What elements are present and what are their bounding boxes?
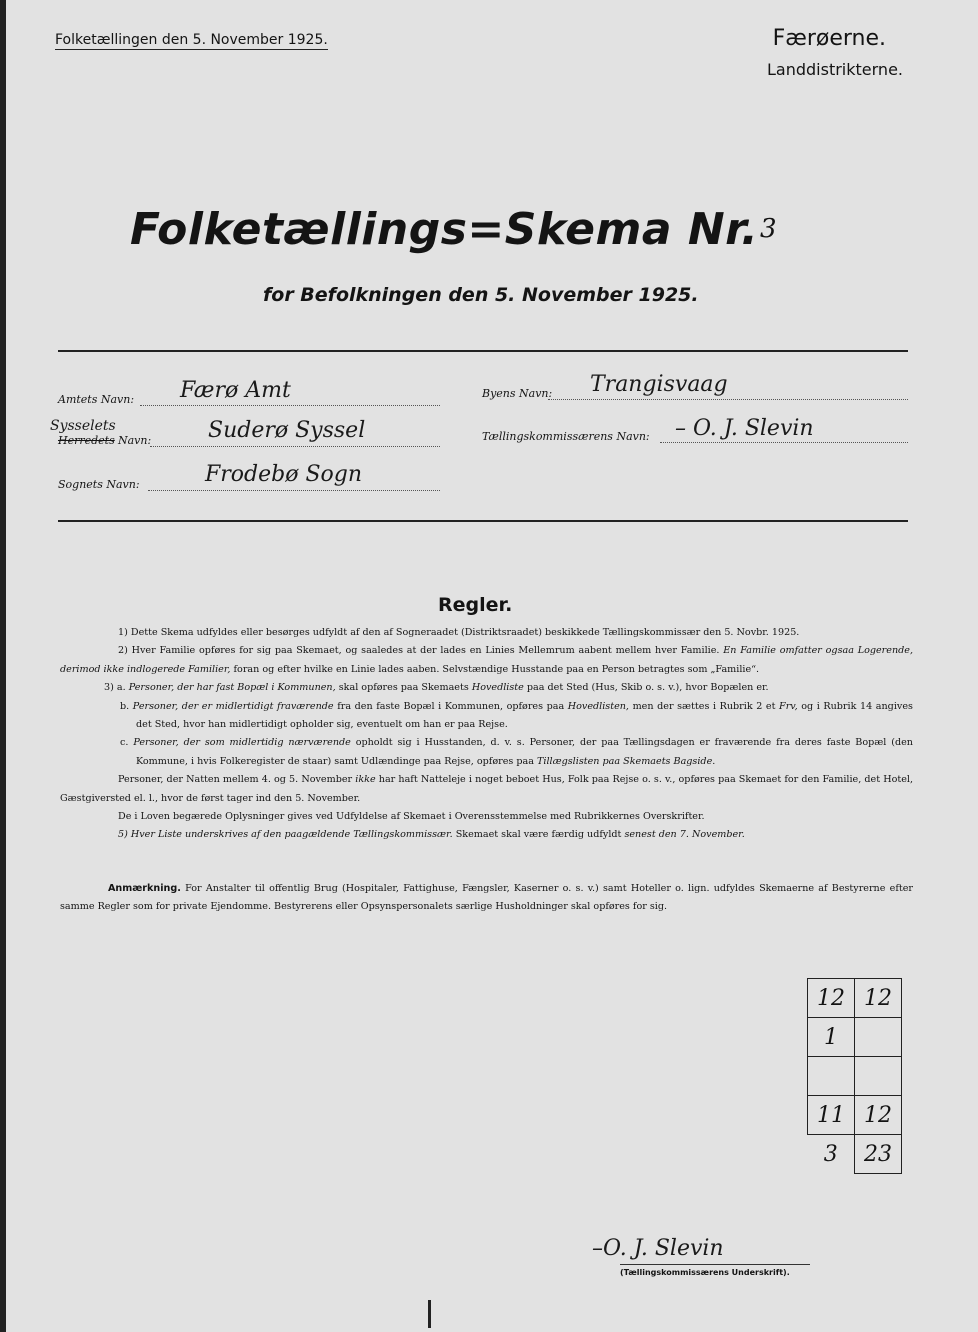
rule-2: 2) Hver Familie opføres for sig paa Skemaet, og saaledes at der lades en Linies Mellemrum aabent mellem hver Familie. En Familie omfatter ogsaa Logerende, derimod ikke indlogerede Familier, foran og efter hvilke en Linie lades aaben. Selvstændige Husstande paa en Person betragtes som „Familie“. [60, 645, 913, 675]
rule-6: 5) Hver Liste underskrives af den paagældende Tællingskommissær. Skemaet skal være færdig udfyldt senest den 7. November. [118, 829, 745, 841]
sogn-value: Frodebø Sogn [205, 462, 363, 487]
note-paragraph [60, 880, 913, 916]
tally-cell: 12 [855, 1096, 902, 1135]
rule-4: Personer, der Natten mellem 4. og 5. November ikke har haft Natteleje i noget beboet Hus, Folk paa Rejse o. s. v., opføres paa Skemaet for den Familie, det Hotel, Gæstgiversted el. l., hvor de først tager ind den 5. November. [60, 774, 913, 804]
tally-cell [855, 1057, 902, 1096]
tally-cell: 11 [808, 1096, 855, 1135]
rule-5: De i Loven begærede Oplysninger gives ved Udfyldelse af Skemaet i Overensstemmelse med Rubrikkernes Overskrifter. [118, 811, 705, 823]
tally-cell: 23 [855, 1135, 902, 1174]
kommissaer-value: – O. J. Slevin [675, 416, 814, 441]
sogn-line [148, 490, 440, 491]
sogn-label: Sognets Navn: [58, 478, 140, 491]
amt-value: Færø Amt [180, 378, 291, 403]
census-date-header: Folketællingen den 5. November 1925. [55, 32, 328, 48]
rules-section [60, 624, 913, 845]
tally-row [808, 1135, 902, 1174]
by-line [548, 399, 908, 400]
by-value: Trangisvaag [590, 372, 728, 397]
amt-line [140, 405, 440, 406]
bottom-divider [58, 520, 908, 522]
district-type: Landdistrikterne. [767, 60, 903, 79]
rule-3c: c. Personer, der som midlertidig nærværende opholdt sig i Husstanden, d. v. s. Personer, der paa Tællingsdagen er fraværende fra deres faste Bopæl (den Kommune, i hvis Folkeregister de staar) samt Udlændinge paa Rejse, opføres paa Tillægslisten paa Skemaets Bagside. [120, 737, 913, 767]
top-divider [58, 350, 908, 352]
kommissaer-label: Tællingskommissærens Navn: [482, 430, 650, 443]
tally-row [808, 1096, 902, 1135]
tally-cell: 12 [808, 979, 855, 1018]
herred-struck-label: Herredets [58, 434, 115, 447]
signature-line [620, 1264, 810, 1265]
herred-handwritten-label: Sysselets [50, 418, 116, 434]
by-label: Byens Navn: [482, 387, 553, 400]
note-label: Anmærkning. [108, 883, 181, 894]
tally-cell [808, 1057, 855, 1096]
note-text: For Anstalter til offentlig Brug (Hospitaler, Fattighuse, Fængsler, Kaserner o. s. v.) samt Hoteller o. lign. udfyldes Skemaerne af Bestyrerne efter samme Regler som for private Ejendomme. Bestyrerens eller Opsynspersonalets særlige Husholdninger skal opføres for sig. [60, 883, 913, 912]
tally-cell: 3 [823, 1141, 838, 1167]
kommissaer-line [660, 442, 908, 443]
signature-value: –O. J. Slevin [592, 1236, 724, 1261]
tally-row [808, 1018, 902, 1057]
signature-label: (Tællingskommissærens Underskrift). [620, 1268, 790, 1277]
rule-1: 1) Dette Skema udfyldes eller besørges udfyldt af den af Sogneraadet (Distriktsraadet) beskikkede Tællingskommissær den 5. Novbr. 1925. [118, 627, 800, 638]
tally-cell: 12 [855, 979, 902, 1018]
form-subtitle: for Befolkningen den 5. November 1925. [263, 284, 699, 306]
tally-row [808, 1057, 902, 1096]
amt-label: Amtets Navn: [58, 393, 135, 406]
tally-cell: 1 [808, 1018, 855, 1057]
herred-label-suffix: Navn: [118, 434, 152, 447]
rule-3b: b. Personer, der er midlertidigt fraværende fra den faste Bopæl i Kommunen, opføres paa Hovedlisten, men der sættes i Rubrik 2 et Frv, og i Rubrik 14 angives det Sted, hvor han midlertidigt opholder sig, eventuelt om han er paa Rejse. [120, 700, 913, 731]
rule-3a: 3) a. Personer, der har fast Bopæl i Kommunen, skal opføres paa Skemaets Hovedliste paa det Sted (Hus, Skib o. s. v.), hvor Bopælen er. [104, 682, 769, 694]
herred-line [150, 446, 440, 447]
scan-mark [428, 1300, 431, 1328]
tally-cell [855, 1018, 902, 1057]
rules-heading: Regler. [438, 594, 513, 616]
tally-box [807, 978, 902, 1174]
herred-value: Suderø Syssel [208, 418, 366, 443]
form-number: 3 [760, 214, 777, 244]
region-title: Færøerne. [772, 26, 886, 51]
tally-row [808, 979, 902, 1018]
form-title: Folketællings=Skema Nr. [130, 204, 759, 255]
